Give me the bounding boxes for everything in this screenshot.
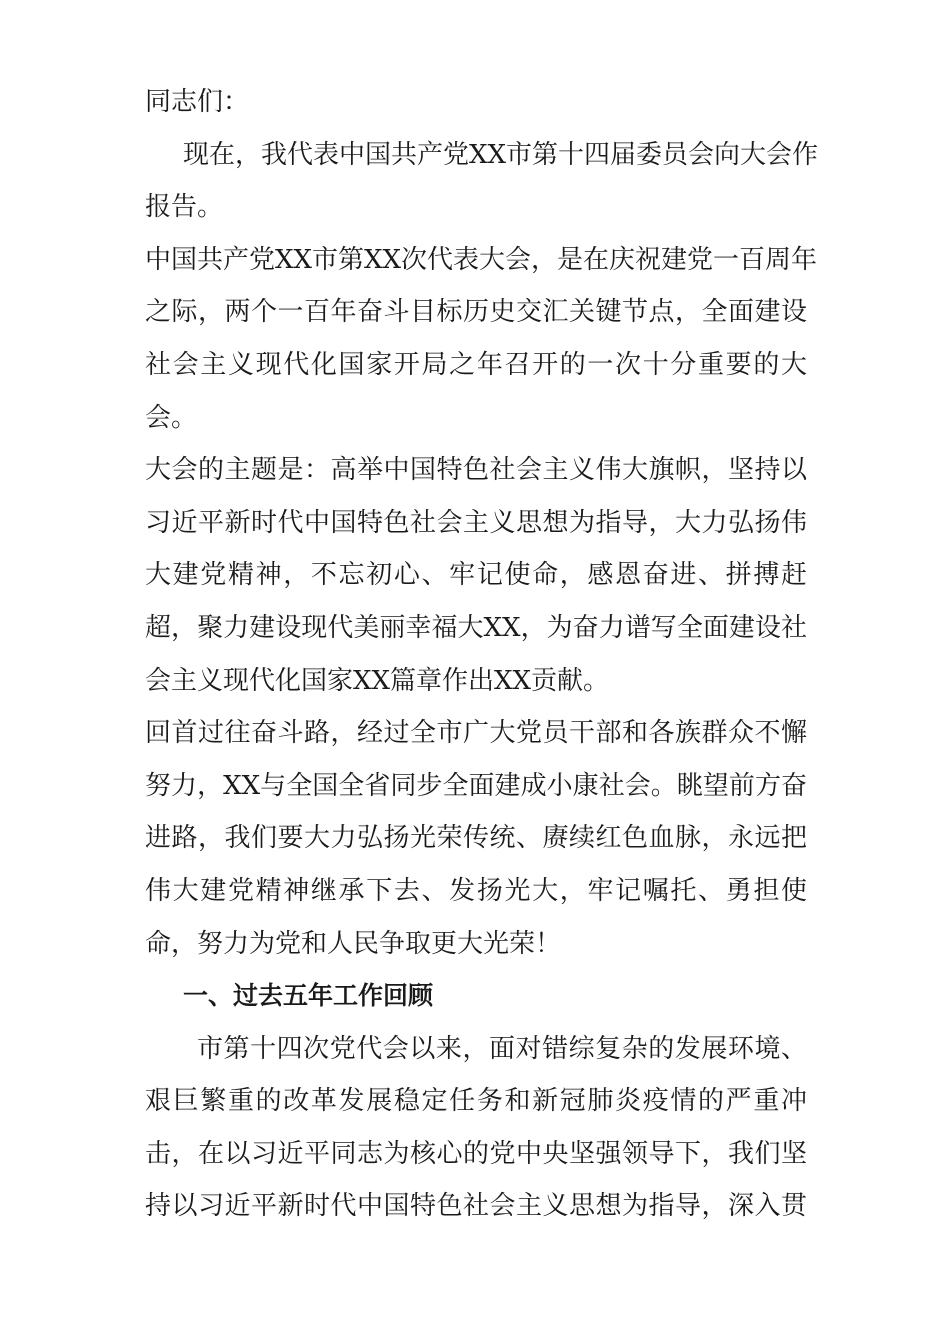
- paragraph-line: 努力，XX与全国全省同步全面建成小康社会。眺望前方奋: [145, 770, 807, 801]
- paragraph-line: 大会的主题是：高举中国特色社会主义伟大旗帜，坚持以: [145, 455, 807, 486]
- paragraph-line: 现在，我代表中国共产党XX市第十四届委员会向大会作: [183, 139, 819, 170]
- paragraph-line: 回首过往奋斗路，经过全市广大党员干部和各族群众不懈: [145, 718, 807, 749]
- paragraph-line: 中国共产党XX市第XX次代表大会，是在庆祝建党一百周年: [145, 244, 818, 275]
- paragraph-line: 之际，两个一百年奋斗目标历史交汇关键节点，全面建设: [145, 297, 807, 328]
- paragraph-line: 命，努力为党和人民争取更大光荣！: [145, 928, 562, 959]
- paragraph-line: 持以习近平新时代中国特色社会主义思想为指导，深入贯: [145, 1191, 807, 1222]
- paragraph-line: 击，在以习近平同志为核心的党中央坚强领导下，我们坚: [145, 1138, 807, 1169]
- paragraph-line: 会主义现代化国家XX篇章作出XX贡献。: [145, 665, 610, 696]
- paragraph-line: 社会主义现代化国家开局之年召开的一次十分重要的大: [145, 349, 807, 380]
- paragraph-line: 会。: [145, 402, 198, 433]
- salutation: 同志们：: [145, 87, 250, 117]
- paragraph-line: 大建党精神，不忘初心、牢记使命，感恩奋进、拼搏赶: [145, 560, 807, 591]
- paragraph-line: 伟大建党精神继承下去、发扬光大，牢记嘱托、勇担使: [145, 875, 807, 906]
- paragraph-line: 报告。: [145, 192, 224, 223]
- paragraph-line: 习近平新时代中国特色社会主义思想为指导，大力弘扬伟: [145, 507, 807, 538]
- paragraph-line: 艰巨繁重的改革发展稳定任务和新冠肺炎疫情的严重冲: [145, 1086, 807, 1117]
- paragraph-line: 进路，我们要大力弘扬光荣传统、赓续红色血脉，永远把: [145, 823, 807, 854]
- paragraph-line: 市第十四次党代会以来，面对错综复杂的发展环境、: [197, 1033, 807, 1064]
- document-body: [145, 76, 819, 1233]
- section-heading: 一、过去五年工作回顾: [183, 981, 434, 1011]
- paragraph-line: 超，聚力建设现代美丽幸福大XX，为奋力谱写全面建设社: [145, 612, 807, 643]
